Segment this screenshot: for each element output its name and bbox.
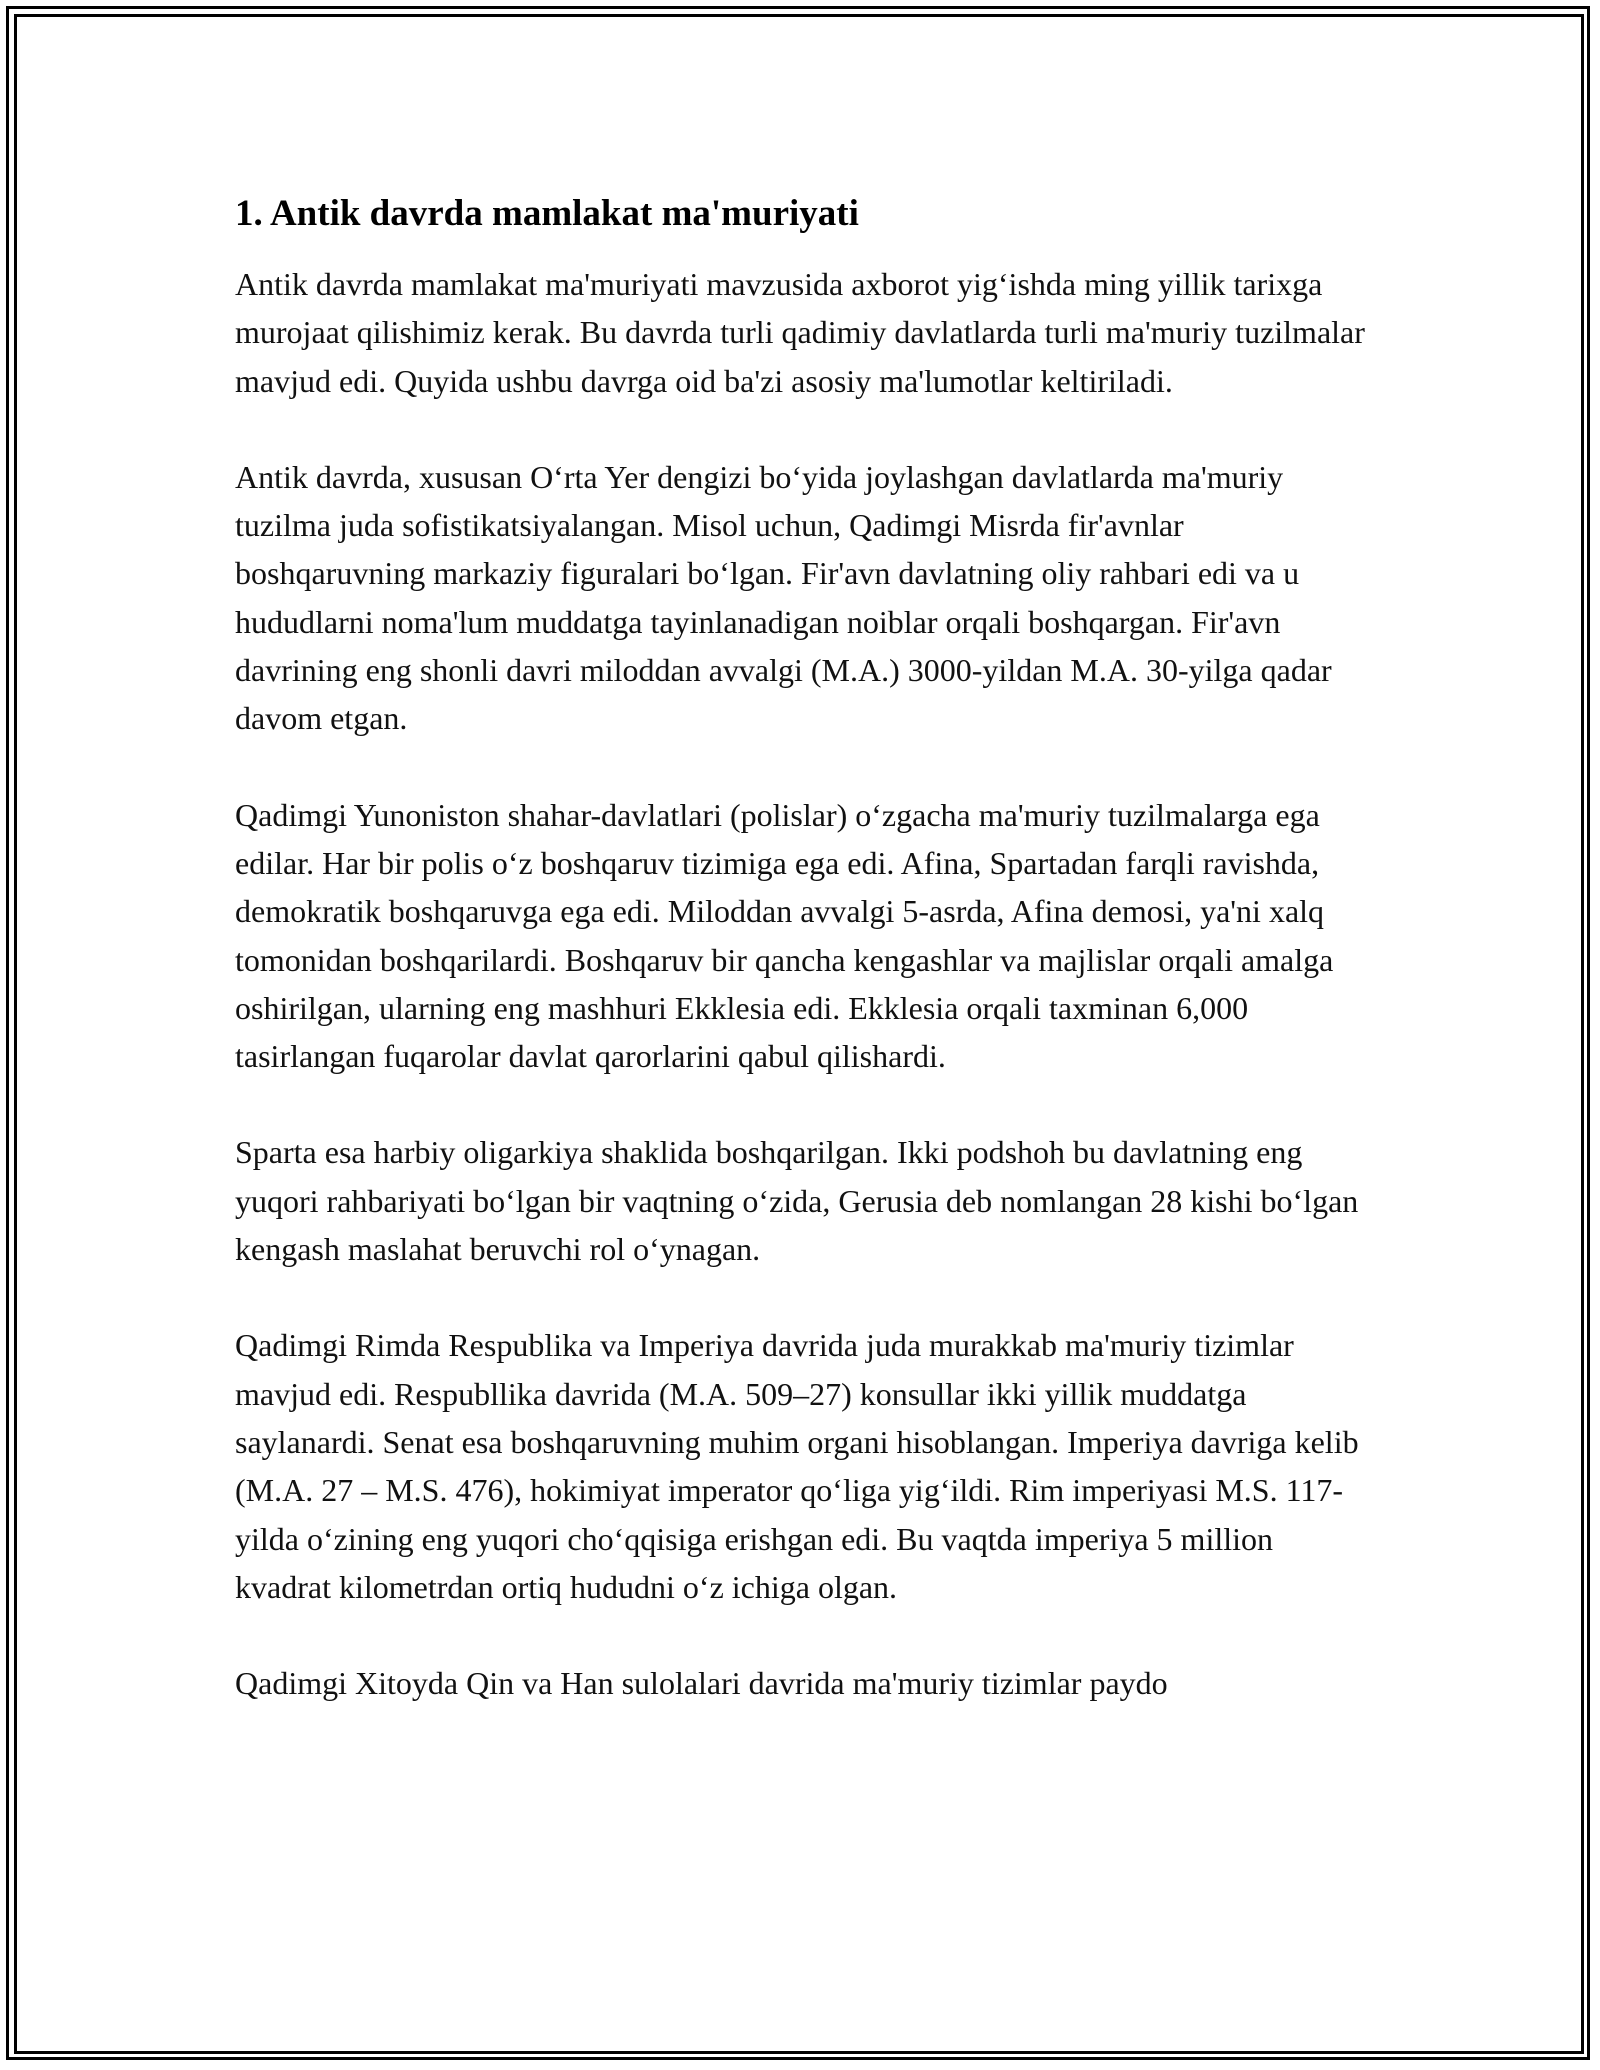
- paragraph-greece: Qadimgi Yunoniston shahar-davlatlari (polislar) o‘zgacha ma'muriy tuzilmalarga ega edilar. Har bir polis o‘z boshqaruv tizimiga ega edi. Afina, Spartadan farqli ravishda, demokratik boshqaruvga ega edi. Miloddan avvalgi 5-asrda, Afina demosi, ya'ni xalq tomonidan boshqarilardi. Boshqaruv bir qancha kengashlar va majlislar orqali amalga oshirilgan, ularning eng mashhuri Ekklesia edi. Ekklesia orqali taxminan 6,000 tasirlangan fuqarolar davlat qarorlarini qabul qilishardi.: [235, 796, 1334, 1075]
- section-heading: 1. Antik davrda mamlakat ma'muriyati: [235, 193, 859, 234]
- paragraph-egypt: Antik davrda, xususan O‘rta Yer dengizi bo‘yida joylashgan davlatlarda ma'muriy tuzilma juda sofistikatsiyalangan. Misol uchun, Qadimgi Misrda fir'avnlar boshqaruvning markaziy figuralari bo‘lgan. Fir'avn davlatning oliy rahbari edi va u hududlarni noma'lum muddatga tayinlanadigan noiblar orqali boshqargan. Fir'avn davrining eng shonli davri miloddan avvalgi (M.A.) 3000-yildan M.A. 30-yilga qadar davom etgan.: [235, 458, 1332, 737]
- paragraph-china: Qadimgi Xitoyda Qin va Han sulolalari davrida ma'muriy tizimlar paydo: [235, 1665, 1168, 1702]
- paragraph-sparta: Sparta esa harbiy oligarkiya shaklida boshqarilgan. Ikki podshoh bu davlatning eng yuqori rahbariyati bo‘lgan bir vaqtning o‘zida, Gerusia deb nomlangan 28 kishi bo‘lgan kengash maslahat beruvchi rol o‘ynagan.: [235, 1134, 1359, 1268]
- document-body: [235, 190, 1375, 1755]
- paragraph-intro: Antik davrda mamlakat ma'muriyati mavzusida axborot yig‘ishda ming yillik tarixga murojaat qilishimiz kerak. Bu davrda turli qadimiy davlatlarda turli ma'muriy tuzilmalar mavjud edi. Quyida ushbu davrga oid ba'zi asosiy ma'lumotlar keltiriladi.: [235, 266, 1365, 399]
- paragraph-rome: Qadimgi Rimda Respublika va Imperiya davrida juda murakkab ma'muriy tizimlar mavjud edi. Respubllika davrida (M.A. 509–27) konsullar ikki yillik muddatga saylanardi. Senat esa boshqaruvning muhim organi hisoblangan. Imperiya davriga kelib (M.A. 27 – M.S. 476), hokimiyat imperator qo‘liga yig‘ildi. Rim imperiyasi M.S. 117-yilda o‘zining eng yuqori cho‘qqisiga erishgan edi. Bu vaqtda imperiya 5 million kvadrat kilometrdan ortiq hududni o‘z ichiga olgan.: [235, 1327, 1359, 1605]
